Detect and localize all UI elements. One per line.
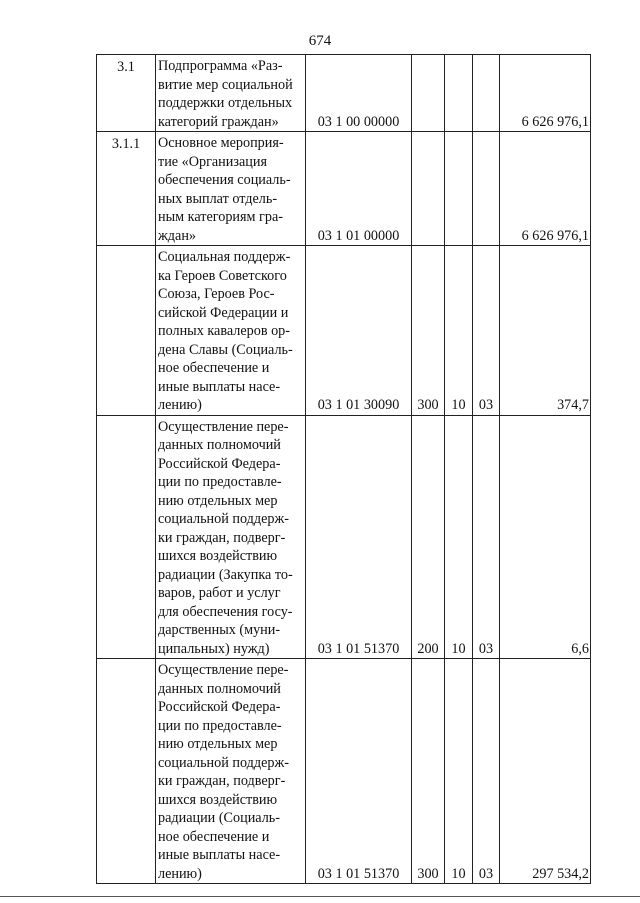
row-pr: 03 bbox=[473, 415, 500, 659]
row-name: Подпрограмма «Раз- витие мер социальной поддержки отдельных категорий граждан» bbox=[156, 55, 306, 132]
row-vr: 300 bbox=[412, 659, 445, 884]
row-amount: 374,7 bbox=[500, 246, 591, 416]
row-vr: 300 bbox=[412, 246, 445, 416]
row-name: Осуществление пере- данных полномочий Российской Федера- ции по предоставле- нию отдельных мер социальной поддерж- ки граждан, подверг- шихся воздействию радиации (Социаль- ное обеспечение и иные выплаты насе- лению) bbox=[156, 659, 306, 884]
row-code: 03 1 01 51370 bbox=[306, 415, 412, 659]
row-number: 3.1 bbox=[97, 55, 156, 132]
table-row bbox=[97, 132, 591, 246]
row-pr bbox=[473, 132, 500, 246]
row-code: 03 1 01 00000 bbox=[306, 132, 412, 246]
row-name: Основное мероприя- тие «Организация обеспечения социаль- ных выплат отдель- ным категориям гра- ждан» bbox=[156, 132, 306, 246]
row-code: 03 1 01 30090 bbox=[306, 246, 412, 416]
row-number bbox=[97, 246, 156, 416]
row-rz: 10 bbox=[445, 246, 473, 416]
budget-table bbox=[96, 54, 591, 884]
row-number bbox=[97, 415, 156, 659]
row-amount: 297 534,2 bbox=[500, 659, 591, 884]
row-rz bbox=[445, 55, 473, 132]
row-vr: 200 bbox=[412, 415, 445, 659]
row-number: 3.1.1 bbox=[97, 132, 156, 246]
row-number bbox=[97, 659, 156, 884]
table-row bbox=[97, 415, 591, 659]
row-amount: 6 626 976,1 bbox=[500, 55, 591, 132]
row-pr bbox=[473, 55, 500, 132]
table-row bbox=[97, 659, 591, 884]
row-vr bbox=[412, 132, 445, 246]
page-bottom-rule bbox=[0, 896, 640, 897]
row-code: 03 1 01 51370 bbox=[306, 659, 412, 884]
row-pr: 03 bbox=[473, 659, 500, 884]
table-row bbox=[97, 246, 591, 416]
row-rz: 10 bbox=[445, 659, 473, 884]
row-rz bbox=[445, 132, 473, 246]
table-row bbox=[97, 55, 591, 132]
row-name: Осуществление пере- данных полномочий Российской Федера- ции по предоставле- нию отдельных мер социальной поддерж- ки граждан, подверг- шихся воздействию радиации (Закупка то- варов, работ и услуг для обеспечения госу- дарственных (муни- ципальных) нужд) bbox=[156, 415, 306, 659]
row-amount: 6,6 bbox=[500, 415, 591, 659]
page-number: 674 bbox=[308, 33, 332, 49]
row-vr bbox=[412, 55, 445, 132]
row-pr: 03 bbox=[473, 246, 500, 416]
row-rz: 10 bbox=[445, 415, 473, 659]
row-code: 03 1 00 00000 bbox=[306, 55, 412, 132]
row-name: Социальная поддерж- ка Героев Советского Союза, Героев Рос- сийской Федерации и полных кавалеров ор- дена Славы (Социаль- ное обеспечение и иные выплаты насе- лению) bbox=[156, 246, 306, 416]
row-amount: 6 626 976,1 bbox=[500, 132, 591, 246]
